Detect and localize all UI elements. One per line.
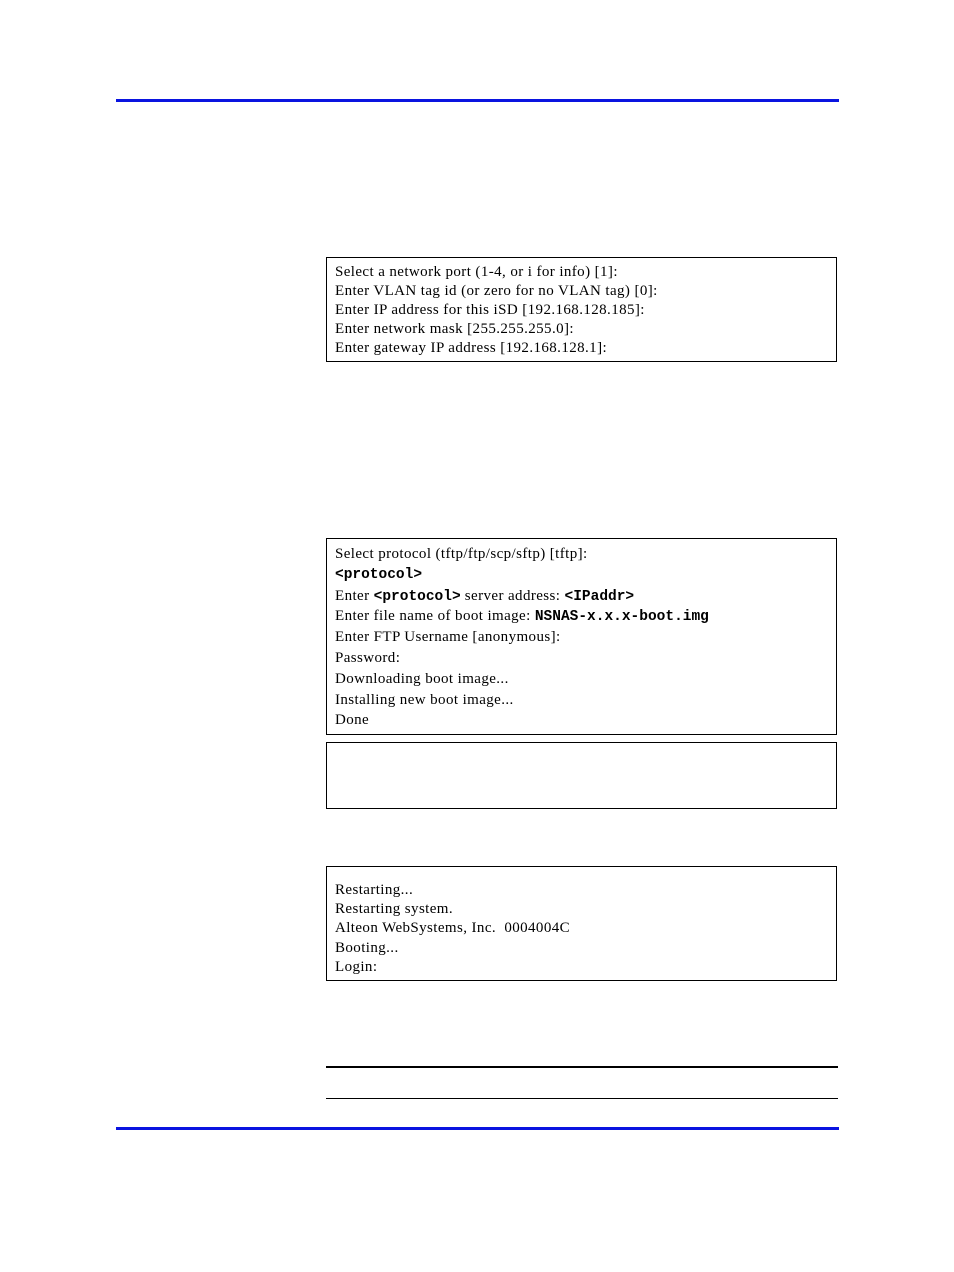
code-line: Enter network mask [255.255.255.0]: <box>335 321 574 337</box>
code-line: Alteon WebSystems, Inc. 0004004C <box>335 920 571 937</box>
code-line: Enter VLAN tag id (or zero for no VLAN tag) [0]: <box>335 283 658 299</box>
code-line: Downloading boot image... <box>335 670 509 687</box>
server-mid: server address: <box>460 587 565 604</box>
network-config-codeblock <box>326 257 837 362</box>
code-line: Installing new boot image... <box>335 691 514 708</box>
table-bottom-rule <box>326 1098 838 1099</box>
code-line: Password: <box>335 649 401 666</box>
code-line: Enter FTP Username [anonymous]: <box>335 629 561 646</box>
code-line: Select a network port (1-4, or i for info) [1]: <box>335 264 618 280</box>
footer-rule <box>116 1127 839 1130</box>
code-line: Done <box>335 712 370 729</box>
filename-value: NSNAS-x.x.x-boot.img <box>534 609 709 626</box>
code-line: Login: <box>335 958 378 975</box>
filename-prefix: Enter file name of boot image: <box>335 608 535 625</box>
code-line: Enter gateway IP address [192.168.128.1]: <box>335 340 608 356</box>
server-ipaddr-placeholder: <IPaddr> <box>564 588 635 605</box>
code-line: Restarting... <box>335 882 414 898</box>
table-top-rule <box>326 1066 838 1068</box>
code-line: Restarting system. <box>335 901 454 918</box>
code-line-server-address <box>335 586 836 607</box>
server-protocol-placeholder: <protocol> <box>373 588 461 605</box>
header-rule <box>116 99 839 102</box>
empty-codeblock <box>326 742 837 809</box>
code-line: Select protocol (tftp/ftp/scp/sftp) [tftp]: <box>335 546 588 562</box>
code-line-protocol-value: <protocol> <box>335 566 423 583</box>
code-line-filename <box>335 606 836 627</box>
code-line: Booting... <box>335 939 399 956</box>
restart-codeblock <box>326 866 837 981</box>
server-prefix: Enter <box>335 587 374 604</box>
boot-image-codeblock <box>326 538 837 735</box>
code-line: Enter IP address for this iSD [192.168.128.185]: <box>335 302 645 318</box>
